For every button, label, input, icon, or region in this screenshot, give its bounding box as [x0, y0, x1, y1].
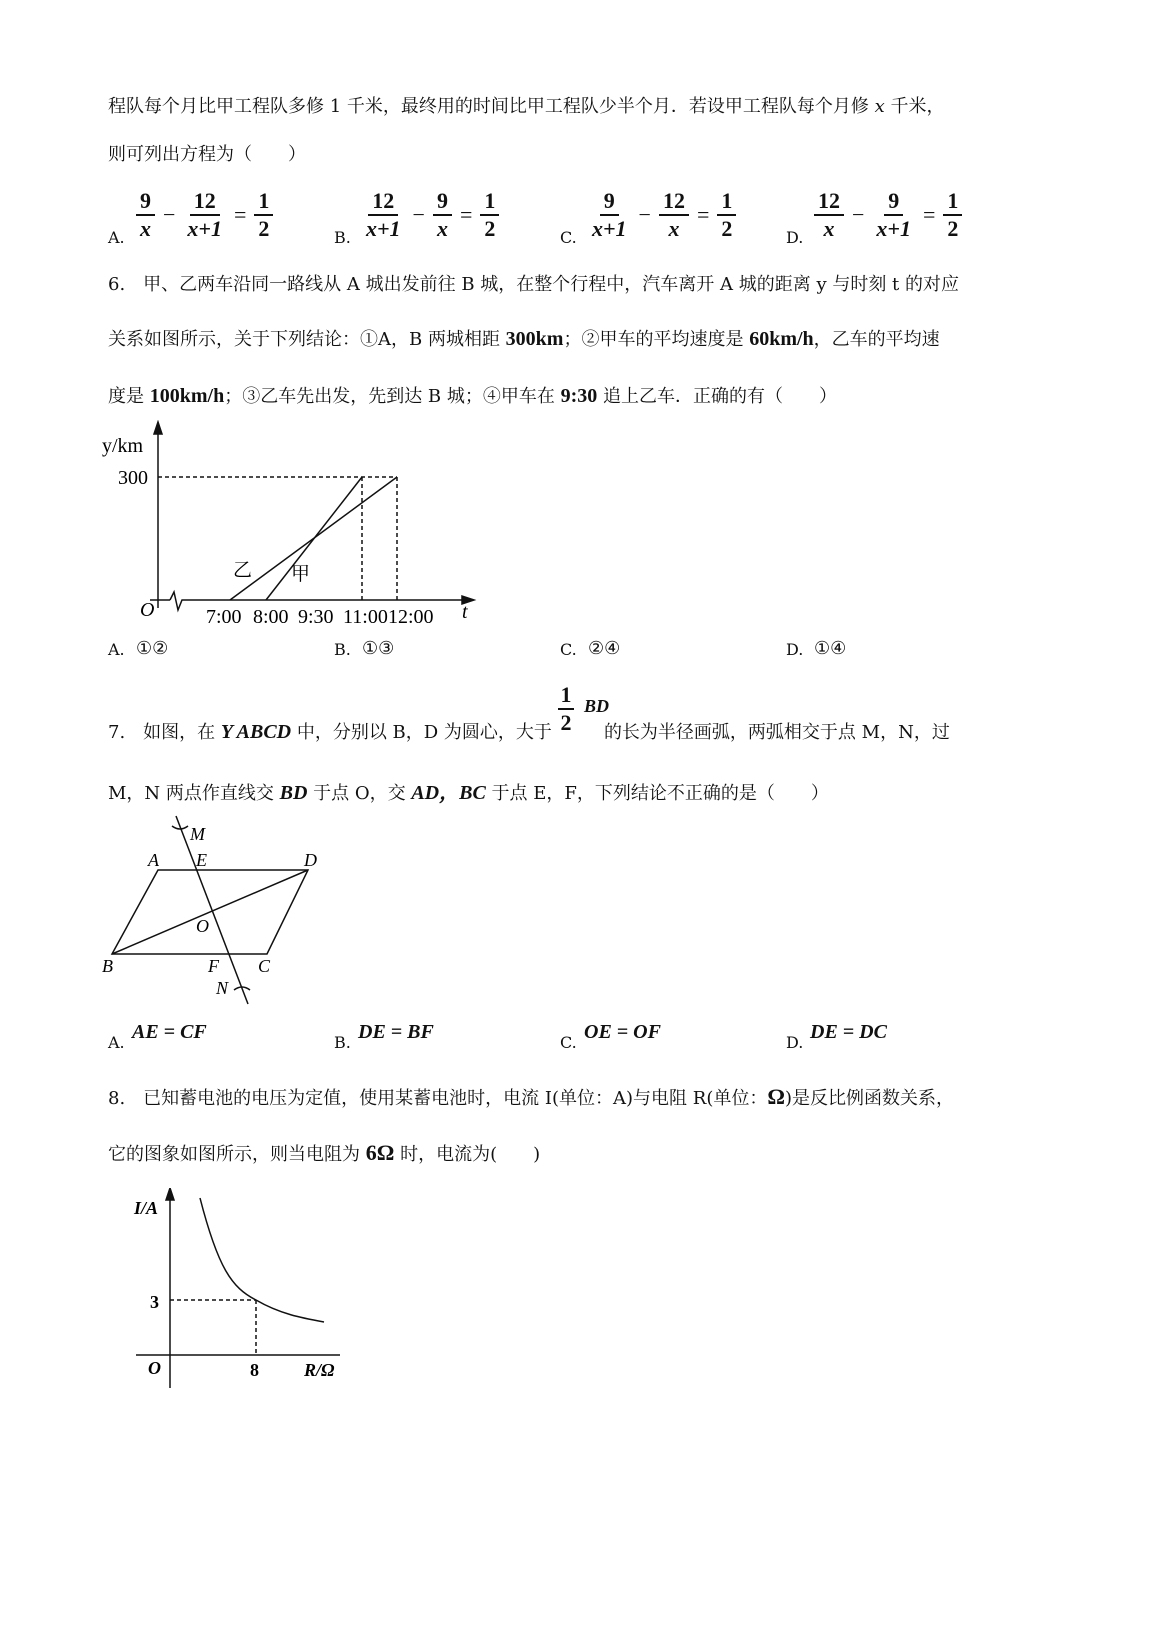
q6-option-a-label: A. — [108, 640, 125, 659]
q8-origin: O — [148, 1358, 161, 1378]
q7-option-a-text: AE = CF — [132, 1021, 207, 1043]
q7-label-d: D — [304, 850, 317, 870]
q6-label-yi: 乙 — [233, 560, 253, 581]
q6-option-b-label: B. — [334, 640, 351, 659]
q5-option-d-equation: $\frac{12}{x}$ − $\frac{9}{x+1}$ = $\frac{1}{2}$ — [812, 188, 964, 242]
q6-option-c-text: ②④ — [588, 638, 621, 659]
q8-line-2: 它的图象如图所示，则当电阻为 6Ω 时，电流为( ) — [108, 1140, 541, 1165]
q7-label-c: C — [258, 956, 271, 976]
q6-option-a-text: ①② — [136, 638, 169, 659]
q6-line-jia — [266, 477, 362, 600]
q6-option-b-text: ①③ — [362, 638, 395, 659]
q7-option-d-text: DE = DC — [810, 1021, 887, 1043]
q7-label-f: F — [208, 956, 219, 976]
q7-option-b-text: DE = BF — [358, 1021, 434, 1043]
q7-option-c-text: OE = OF — [584, 1021, 661, 1043]
q8-current-resistance-graph — [130, 1188, 360, 1398]
q6-option-d-label: D. — [786, 640, 804, 659]
q6-label-jia: 甲 — [291, 564, 311, 585]
q8-line-1: 8. 已知蓄电池的电压为定值，使用某蓄电池时，电流 I(单位：A)与电阻 R(单位：Ω)是反比例函数关系， — [108, 1084, 954, 1109]
q6-line-1: 6. 甲、乙两车沿同一路线从 A 城出发前往 B 城，在整个行程中，汽车离开 A 城的距离 y 与时刻 t 的对应 — [108, 274, 960, 295]
q5-option-d-label: D. — [786, 228, 804, 247]
q6-tick-1100: 11:00 — [343, 606, 388, 628]
q7-label-n: N — [216, 978, 229, 998]
q7-option-c-label: C. — [560, 1033, 577, 1052]
q6-tick-930: 9:30 — [298, 606, 334, 628]
q8-xlabel: R/Ω — [304, 1360, 335, 1380]
q6-origin: O — [140, 599, 155, 621]
q7-label-a: A — [148, 850, 159, 870]
q6-y300: 300 — [118, 467, 148, 489]
q7-line-1: 7. 如图，在 Y ABCD 中，分别以 B，D 为圆心，大于 的长为半径画弧，两弧相交于点 M，N，过 — [108, 721, 950, 743]
q5-option-a-label: A. — [108, 228, 125, 247]
q6-tick-1200: 12:00 — [388, 606, 434, 628]
q7-label-o: O — [196, 916, 209, 936]
q5-line-2: 则可列出方程为（ ） — [108, 144, 306, 165]
q5-option-c-equation: $\frac{9}{x+1}$ − $\frac{12}{x}$ = $\frac{1}{2}$ — [586, 188, 738, 242]
q7-half-bd-label: BD — [584, 696, 610, 716]
q6-distance-time-graph — [100, 420, 500, 630]
q8-y-arrow — [166, 1188, 174, 1200]
q7-parallelogram-figure — [100, 812, 360, 1012]
q5-line-1: 程队每个月比甲工程队多修 1 千米，最终用的时间比甲工程队少半个月．若设甲工程队每个月修 x 千米， — [108, 96, 945, 117]
q7-label-b: B — [102, 956, 113, 976]
q7-label-m: M — [190, 824, 205, 844]
q6-y-arrow — [154, 422, 162, 434]
q7-label-e: E — [196, 850, 207, 870]
q7-diagonal-bd — [112, 870, 308, 954]
q8-curve — [200, 1198, 324, 1322]
q6-option-c-label: C. — [560, 640, 577, 659]
q7-option-b-label: B. — [334, 1033, 351, 1052]
q7-option-d-label: D. — [786, 1033, 804, 1052]
q5-option-b-label: B. — [334, 228, 351, 247]
q5-option-a-equation: $\frac{9}{x}$ − $\frac{12}{x+1}$ = $\frac{1}{2}$ — [134, 188, 275, 242]
q6-tick-700: 7:00 — [206, 606, 242, 628]
q8-ylabel: I/A — [134, 1198, 159, 1218]
q8-x8: 8 — [250, 1360, 259, 1380]
q8-y3: 3 — [150, 1292, 159, 1312]
q5-option-b-equation: $\frac{12}{x+1}$ − $\frac{9}{x}$ = $\frac{1}{2}$ — [360, 188, 501, 242]
q6-line-3: 度是 100km/h；③乙车先出发，先到达 B 城；④甲车在 9:30 追上乙车．正确的有（ ） — [108, 385, 838, 407]
q7-line-2: M，N 两点作直线交 BD 于点 O，交 AD，BC 于点 E，F，下列结论不正确的是（ ） — [108, 782, 829, 804]
q6-tlabel: t — [462, 601, 468, 623]
q7-half-fraction: 1 2 — [558, 682, 574, 736]
q6-line-2: 关系如图所示，关于下列结论：①A，B 两城相距 300km；②甲车的平均速度是 60km/h，乙车的平均速 — [108, 328, 940, 350]
q6-ylabel: y/km — [102, 435, 144, 457]
q5-option-c-label: C. — [560, 228, 577, 247]
q6-tick-800: 8:00 — [253, 606, 289, 628]
q6-option-d-text: ①④ — [814, 638, 847, 659]
q7-option-a-label: A. — [108, 1033, 125, 1052]
